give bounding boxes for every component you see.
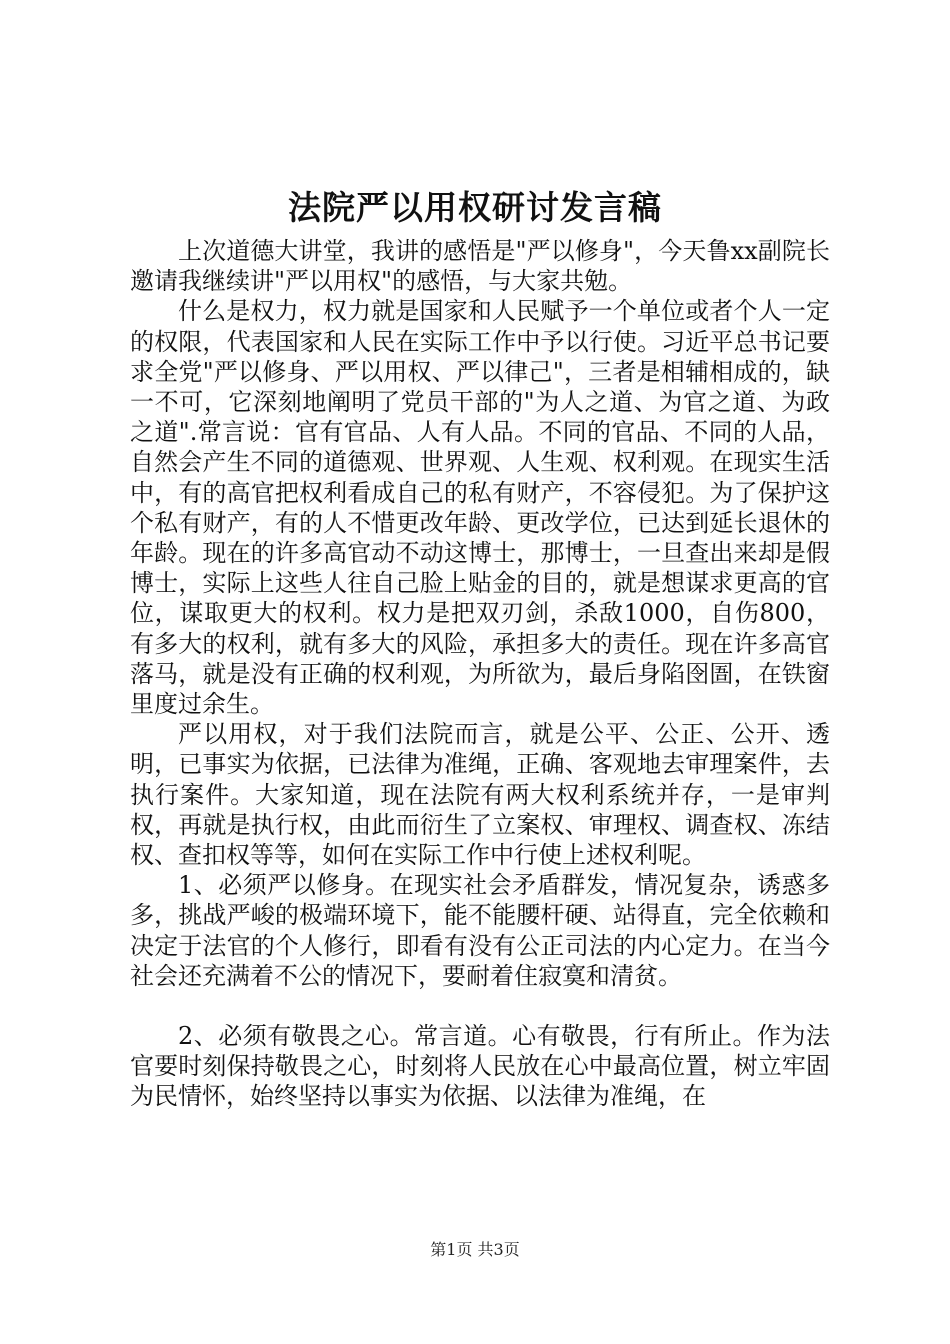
document-body: [130, 236, 830, 1112]
paragraph-point-1: 1、必须严以修身。在现实社会矛盾群发，情况复杂，诱惑多多，挑战严峻的极端环境下，能不能腰杆硬、站得直，完全依赖和决定于法官的个人修行，即看有没有公正司法的内心定力。在当今社会还充满着不公的情况下，要耐着住寂寞和清贫。: [130, 871, 830, 990]
paragraph-point-2: 2、必须有敬畏之心。常言道。心有敬畏，行有所止。作为法官要时刻保持敬畏之心，时刻将人民放在心中最高位置，树立牢固为民情怀，始终坚持以事实为依据、以法律为准绳，在: [130, 1022, 830, 1111]
paragraph-court-power: 严以用权，对于我们法院而言，就是公平、公正、公开、透明，已事实为依据，已法律为准绳，正确、客观地去审理案件，去执行案件。大家知道，现在法院有两大权利系统并存，一是审判权，再就是执行权，由此而衍生了立案权、审理权、调查权、冻结权、查扣权等等，如何在实际工作中行使上述权利呢。: [130, 720, 830, 870]
paragraph-intro: 上次道德大讲堂，我讲的感悟是"严以修身"，今天鲁xx副院长邀请我继续讲"严以用权"的感悟，与大家共勉。: [130, 237, 830, 296]
document-title: 法院严以用权研讨发言稿: [288, 188, 662, 227]
page-number-footer: 第1页 共3页: [430, 1240, 520, 1259]
paragraph-what-is-power: 什么是权力，权力就是国家和人民赋予一个单位或者个人一定的权限，代表国家和人民在实际工作中予以行使。习近平总书记要求全党"严以修身、严以用权、严以律己"，三者是相辅相成的，缺一不可，它深刻地阐明了党员干部的"为人之道、为官之道、为政之道".常言说：官有官品、人有人品。不同的官品、不同的人品，自然会产生不同的道德观、世界观、人生观、权利观。在现实生活中，有的高官把权利看成自己的私有财产，不容侵犯。为了保护这个私有财产，有的人不惜更改年龄、更改学位，已达到延长退休的年龄。现在的许多高官动不动这博士，那博士，一旦查出来却是假博士，实际上这些人往自己脸上贴金的目的，就是想谋求更高的官位，谋取更大的权利。权力是把双刃剑，杀敌1000，自伤800，有多大的权利，就有多大的风险，承担多大的责任。现在许多高官落马，就是没有正确的权利观，为所欲为，最后身陷囹圄，在铁窗里度过余生。: [130, 297, 830, 719]
